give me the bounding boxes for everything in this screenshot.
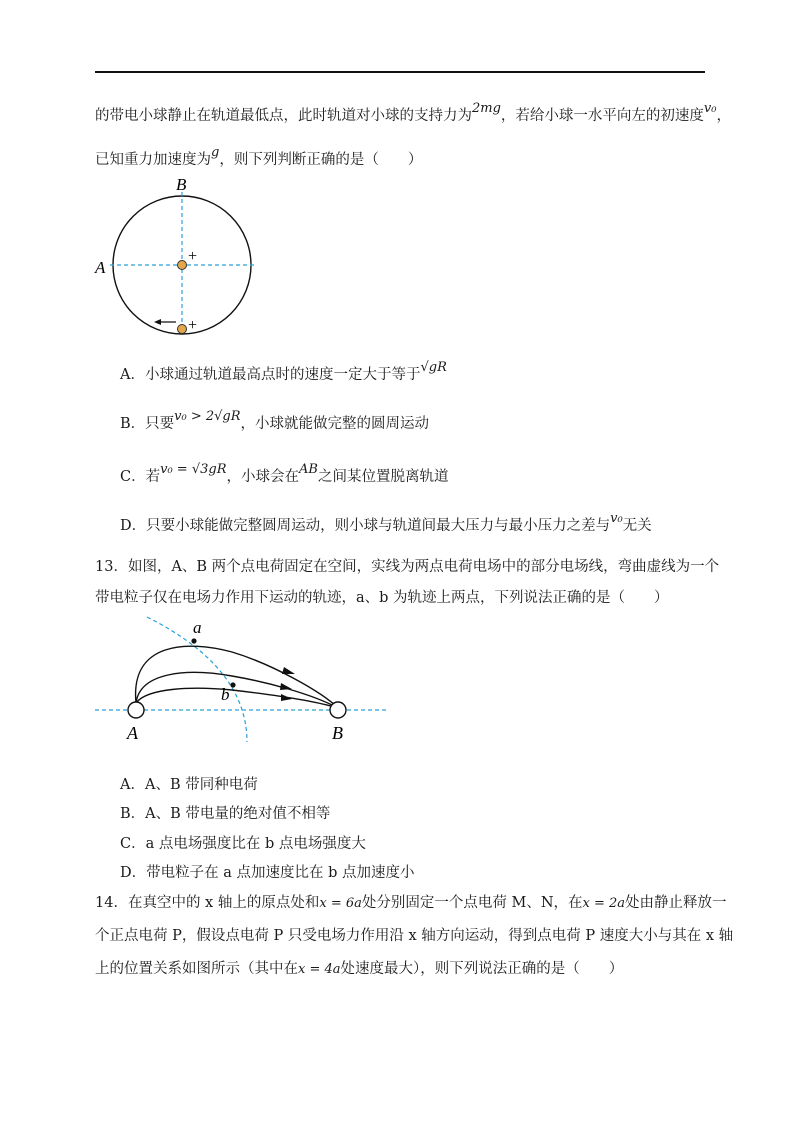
q14-stem-text: 处速度最大），则下列说法正确的是（ ）: [340, 961, 624, 977]
ball: [178, 325, 187, 334]
option-math: v₀ = √3gR: [160, 462, 227, 477]
q14-stem-line1: [95, 893, 727, 914]
q12-circle-figure: [92, 172, 272, 342]
q12-option-b: [120, 409, 430, 435]
q12-option-a: [120, 360, 447, 386]
q12-stem-text: 已知重力加速度为: [95, 152, 211, 168]
q14-math: x = 4a: [298, 962, 341, 977]
option-text: ，小球会在: [226, 469, 299, 485]
q12-stem-text: ，则下列判断正确的是（ ）: [219, 152, 423, 168]
label-B: B: [176, 175, 187, 194]
q14-stem-text: 处由静止释放一: [625, 895, 727, 911]
option-math: v₀: [610, 511, 623, 526]
label-b: b: [221, 685, 230, 704]
q12-math-g: g: [211, 145, 220, 160]
q12-option-d: [120, 511, 652, 537]
q13-option-d: D．带电粒子在 a 点加速度比在 b 点加速度小: [120, 865, 415, 881]
option-text: ，小球就能做完整的圆周运动: [240, 416, 430, 432]
option-math: v₀ > 2√gR: [174, 409, 241, 424]
q14-stem-text: 14．在真空中的 x 轴上的原点处和: [95, 895, 320, 911]
option-math: AB: [299, 462, 318, 477]
label-A: A: [95, 258, 106, 277]
option-text: 之间某位置脱离轨道: [317, 469, 449, 485]
field-line-lower: [136, 688, 338, 708]
q12-stem-text: ，若给小球一水平向左的初速度: [500, 108, 704, 124]
point-b: [230, 682, 235, 687]
q14-stem-text: 上的位置关系如图所示（其中在: [95, 961, 298, 977]
q13-stem-line2: 带电粒子仅在电场力作用下运动的轨迹，a、b 为轨迹上两点，下列说法正确的是（ ）: [95, 590, 669, 606]
ball-charge-sign: +: [188, 317, 198, 334]
label-B: B: [332, 723, 343, 743]
option-math: √gR: [420, 360, 447, 375]
q14-math: x = 6a: [319, 896, 362, 911]
q12-stem-line1: [95, 101, 731, 127]
q12-math-2mg: 2mg: [472, 101, 501, 116]
arrowhead-middle: [280, 683, 292, 690]
charge-B: [330, 702, 346, 718]
option-text: B．只要: [120, 416, 175, 432]
q12-stem-text: 的带电小球静止在轨道最低点，此时轨道对小球的支持力为: [95, 108, 472, 124]
option-text: A．小球通过轨道最高点时的速度一定大于等于: [120, 367, 421, 383]
q12-math-v0: v₀: [703, 101, 717, 116]
q13-option-a: A．A、B 带同种电荷: [120, 777, 258, 793]
point-a: [191, 638, 196, 643]
charge-A: [128, 702, 144, 718]
q14-stem-text: 处分别固定一个点电荷 M、N，在: [361, 895, 583, 911]
q12-stem-text: ，: [716, 108, 731, 124]
center-charge: [178, 261, 187, 270]
q12-option-c: [120, 462, 449, 488]
velocity-arrow-head: [154, 319, 161, 325]
label-A: A: [127, 723, 138, 743]
q14-stem-line3: [95, 959, 623, 980]
option-text: C．若: [120, 469, 161, 485]
q12-stem-line2: [95, 145, 423, 171]
q14-stem-line2: 个正点电荷 P，假设点电荷 P 只受电场力作用沿 x 轴方向运动，得到点电荷 P 速度大小与其在 x 轴: [95, 928, 734, 944]
option-text: D．只要小球能做完整圆周运动，则小球与轨道间最大压力与最小压力之差与: [120, 518, 611, 534]
q13-option-c: C．a 点电场强度比在 b 点电场强度大: [120, 836, 366, 852]
q14-math: x = 2a: [582, 896, 626, 911]
header-rule: [95, 71, 705, 73]
option-text: 无关: [622, 518, 652, 534]
label-a: a: [193, 618, 202, 637]
q13-option-b: B．A、B 带电量的绝对值不相等: [120, 806, 331, 822]
q13-stem-line1: 13．如图，A、B 两个点电荷固定在空间，实线为两点电荷电场中的部分电场线，弯曲虚线为一个: [95, 559, 720, 575]
arrowhead-upper: [282, 667, 295, 674]
q13-field-figure: [92, 612, 392, 747]
center-charge-sign: +: [188, 248, 198, 265]
